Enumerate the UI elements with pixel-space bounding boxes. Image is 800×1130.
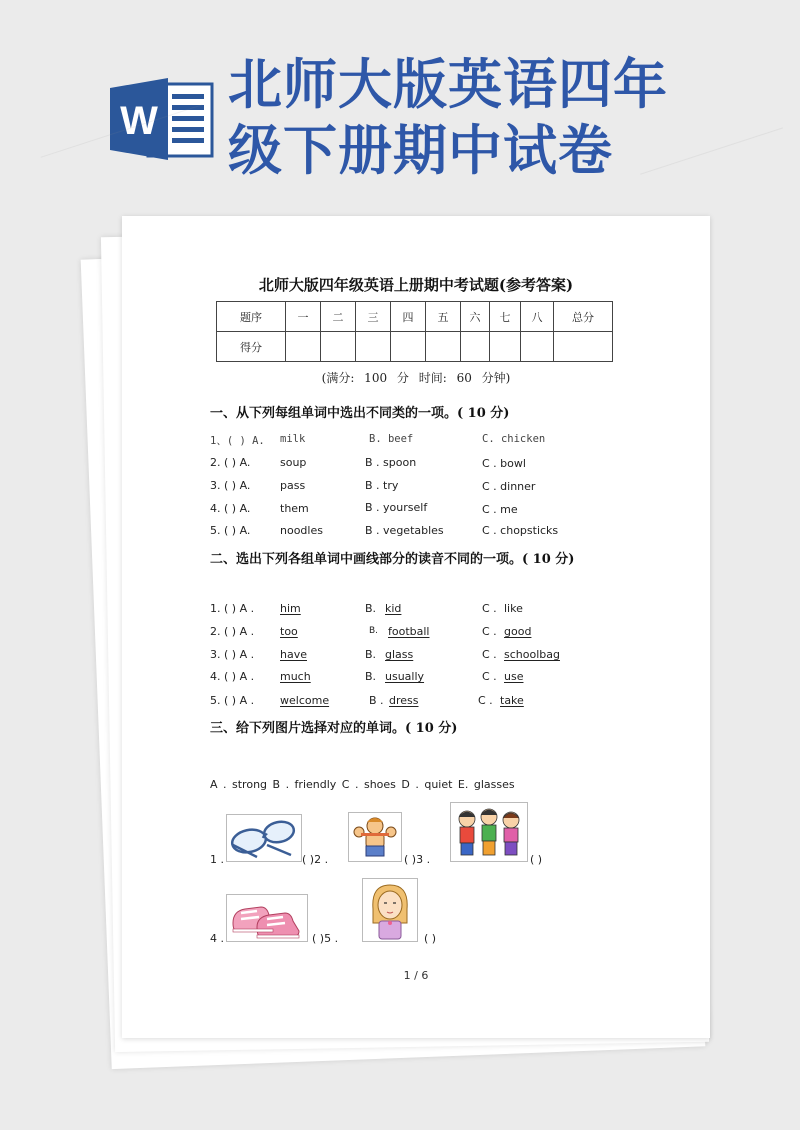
score-blank: [391, 332, 426, 362]
option-b-prefix: B.: [365, 670, 377, 683]
friendly-kids-picture: [450, 802, 528, 862]
score-blank: [521, 332, 554, 362]
option-c: schoolbag: [504, 648, 560, 661]
score-cell: 六: [461, 302, 490, 332]
option-a: noodles: [280, 524, 323, 537]
score-cell: 八: [521, 302, 554, 332]
option-c: C . dinner: [482, 480, 536, 493]
item-number: 1 .: [210, 853, 224, 866]
score-cell: 五: [426, 302, 461, 332]
option-c: C . chopsticks: [482, 524, 559, 537]
option-b: dress: [389, 694, 419, 707]
option-c: like: [504, 602, 523, 615]
banner-title: [228, 52, 788, 184]
option-b: B . spoon: [365, 456, 417, 469]
question-number: 3. ( ) A .: [210, 648, 255, 661]
document-page: [122, 216, 710, 1038]
option-b: B . yourself: [365, 501, 428, 514]
option-c: C. chicken: [482, 433, 546, 445]
option-b-prefix: B.: [365, 602, 377, 615]
option-a: them: [280, 502, 309, 515]
question-number: 4. ( ) A.: [210, 502, 251, 515]
option-c-prefix: C .: [482, 625, 497, 638]
answer-blank: ( ): [424, 932, 437, 945]
option-c-prefix: C .: [482, 670, 497, 683]
option-c-prefix: C .: [478, 694, 493, 707]
question-number: 4. ( ) A .: [210, 670, 255, 683]
option-b-prefix: B.: [369, 626, 379, 636]
option-b: usually: [385, 670, 425, 683]
answer-blank: ( )5 .: [312, 932, 339, 945]
option-a: have: [280, 648, 307, 661]
option-a: pass: [280, 479, 306, 492]
glasses-picture: [226, 814, 302, 862]
score-row-label: 得分: [217, 332, 286, 362]
option-b: B . vegetables: [365, 524, 444, 537]
score-cell: 题序: [217, 302, 286, 332]
option-b: B . try: [365, 479, 399, 492]
option-c: C . me: [482, 503, 518, 516]
question-number: 2. ( ) A.: [210, 456, 251, 469]
option-b: glass: [385, 648, 414, 661]
option-c-prefix: C .: [482, 648, 497, 661]
option-a: soup: [280, 456, 307, 469]
score-blank: [554, 332, 613, 362]
score-blank: [490, 332, 521, 362]
banner-title-line2: 级下册期中试卷: [228, 119, 613, 182]
word-logo-letter: W: [120, 99, 158, 143]
option-c: use: [504, 670, 524, 683]
score-cell: 四: [391, 302, 426, 332]
shoes-picture: [226, 894, 308, 942]
banner-title-line1: 北师大版英语四年: [228, 53, 668, 116]
exam-info: (满分: 100 分 时间: 60 分钟): [321, 371, 511, 385]
score-cell: 一: [286, 302, 321, 332]
option-b: football: [388, 625, 430, 638]
section3-options: A . strong B . friendly C . shoes D . quiet E. glasses: [210, 778, 515, 791]
option-c: take: [500, 694, 524, 707]
question-number: 3. ( ) A.: [210, 479, 251, 492]
question-number: 2. ( ) A .: [210, 625, 255, 638]
option-b-prefix: B.: [365, 648, 377, 661]
section1-heading: 一、从下列每组单词中选出不同类的一项。( 10 分): [210, 406, 510, 421]
score-cell: 三: [356, 302, 391, 332]
score-cell: 七: [490, 302, 521, 332]
option-b: kid: [385, 602, 402, 615]
option-c: C . bowl: [482, 457, 526, 470]
option-b-prefix: B .: [369, 694, 384, 707]
score-blank: [426, 332, 461, 362]
option-a: milk: [280, 433, 306, 445]
quiet-girl-picture: [362, 878, 418, 942]
item-number: 4 .: [210, 932, 224, 945]
option-a: much: [280, 670, 311, 683]
answer-blank: ( )2 .: [302, 853, 329, 866]
option-a: him: [280, 602, 301, 615]
section2-heading: 二、选出下列各组单词中画线部分的读音不同的一项。( 10 分): [210, 552, 575, 567]
score-blank: [356, 332, 391, 362]
score-cell: 总分: [554, 302, 613, 332]
score-table-score-row: [217, 332, 613, 362]
document-title: 北师大版四年级英语上册期中考试题(参考答案): [258, 276, 574, 294]
option-c-prefix: C .: [482, 602, 497, 615]
question-number: 1、( ) A.: [210, 435, 265, 447]
score-blank: [321, 332, 356, 362]
strong-boy-picture: [348, 812, 402, 862]
option-a: too: [280, 625, 298, 638]
option-a: welcome: [280, 694, 330, 707]
question-number: 5. ( ) A .: [210, 694, 255, 707]
answer-blank: ( ): [530, 853, 543, 866]
answer-blank: ( )3 .: [404, 853, 431, 866]
option-b: B. beef: [369, 433, 414, 445]
score-blank: [461, 332, 490, 362]
score-blank: [286, 332, 321, 362]
score-table-header-row: [217, 302, 613, 332]
question-number: 1. ( ) A .: [210, 602, 255, 615]
option-c: good: [504, 625, 532, 638]
score-table: [216, 301, 613, 362]
question-number: 5. ( ) A.: [210, 524, 251, 537]
section3-heading: 三、给下列图片选择对应的单词。( 10 分): [210, 721, 458, 736]
score-cell: 二: [321, 302, 356, 332]
word-document-icon: [110, 78, 214, 160]
page-number: 1 / 6: [403, 969, 429, 982]
